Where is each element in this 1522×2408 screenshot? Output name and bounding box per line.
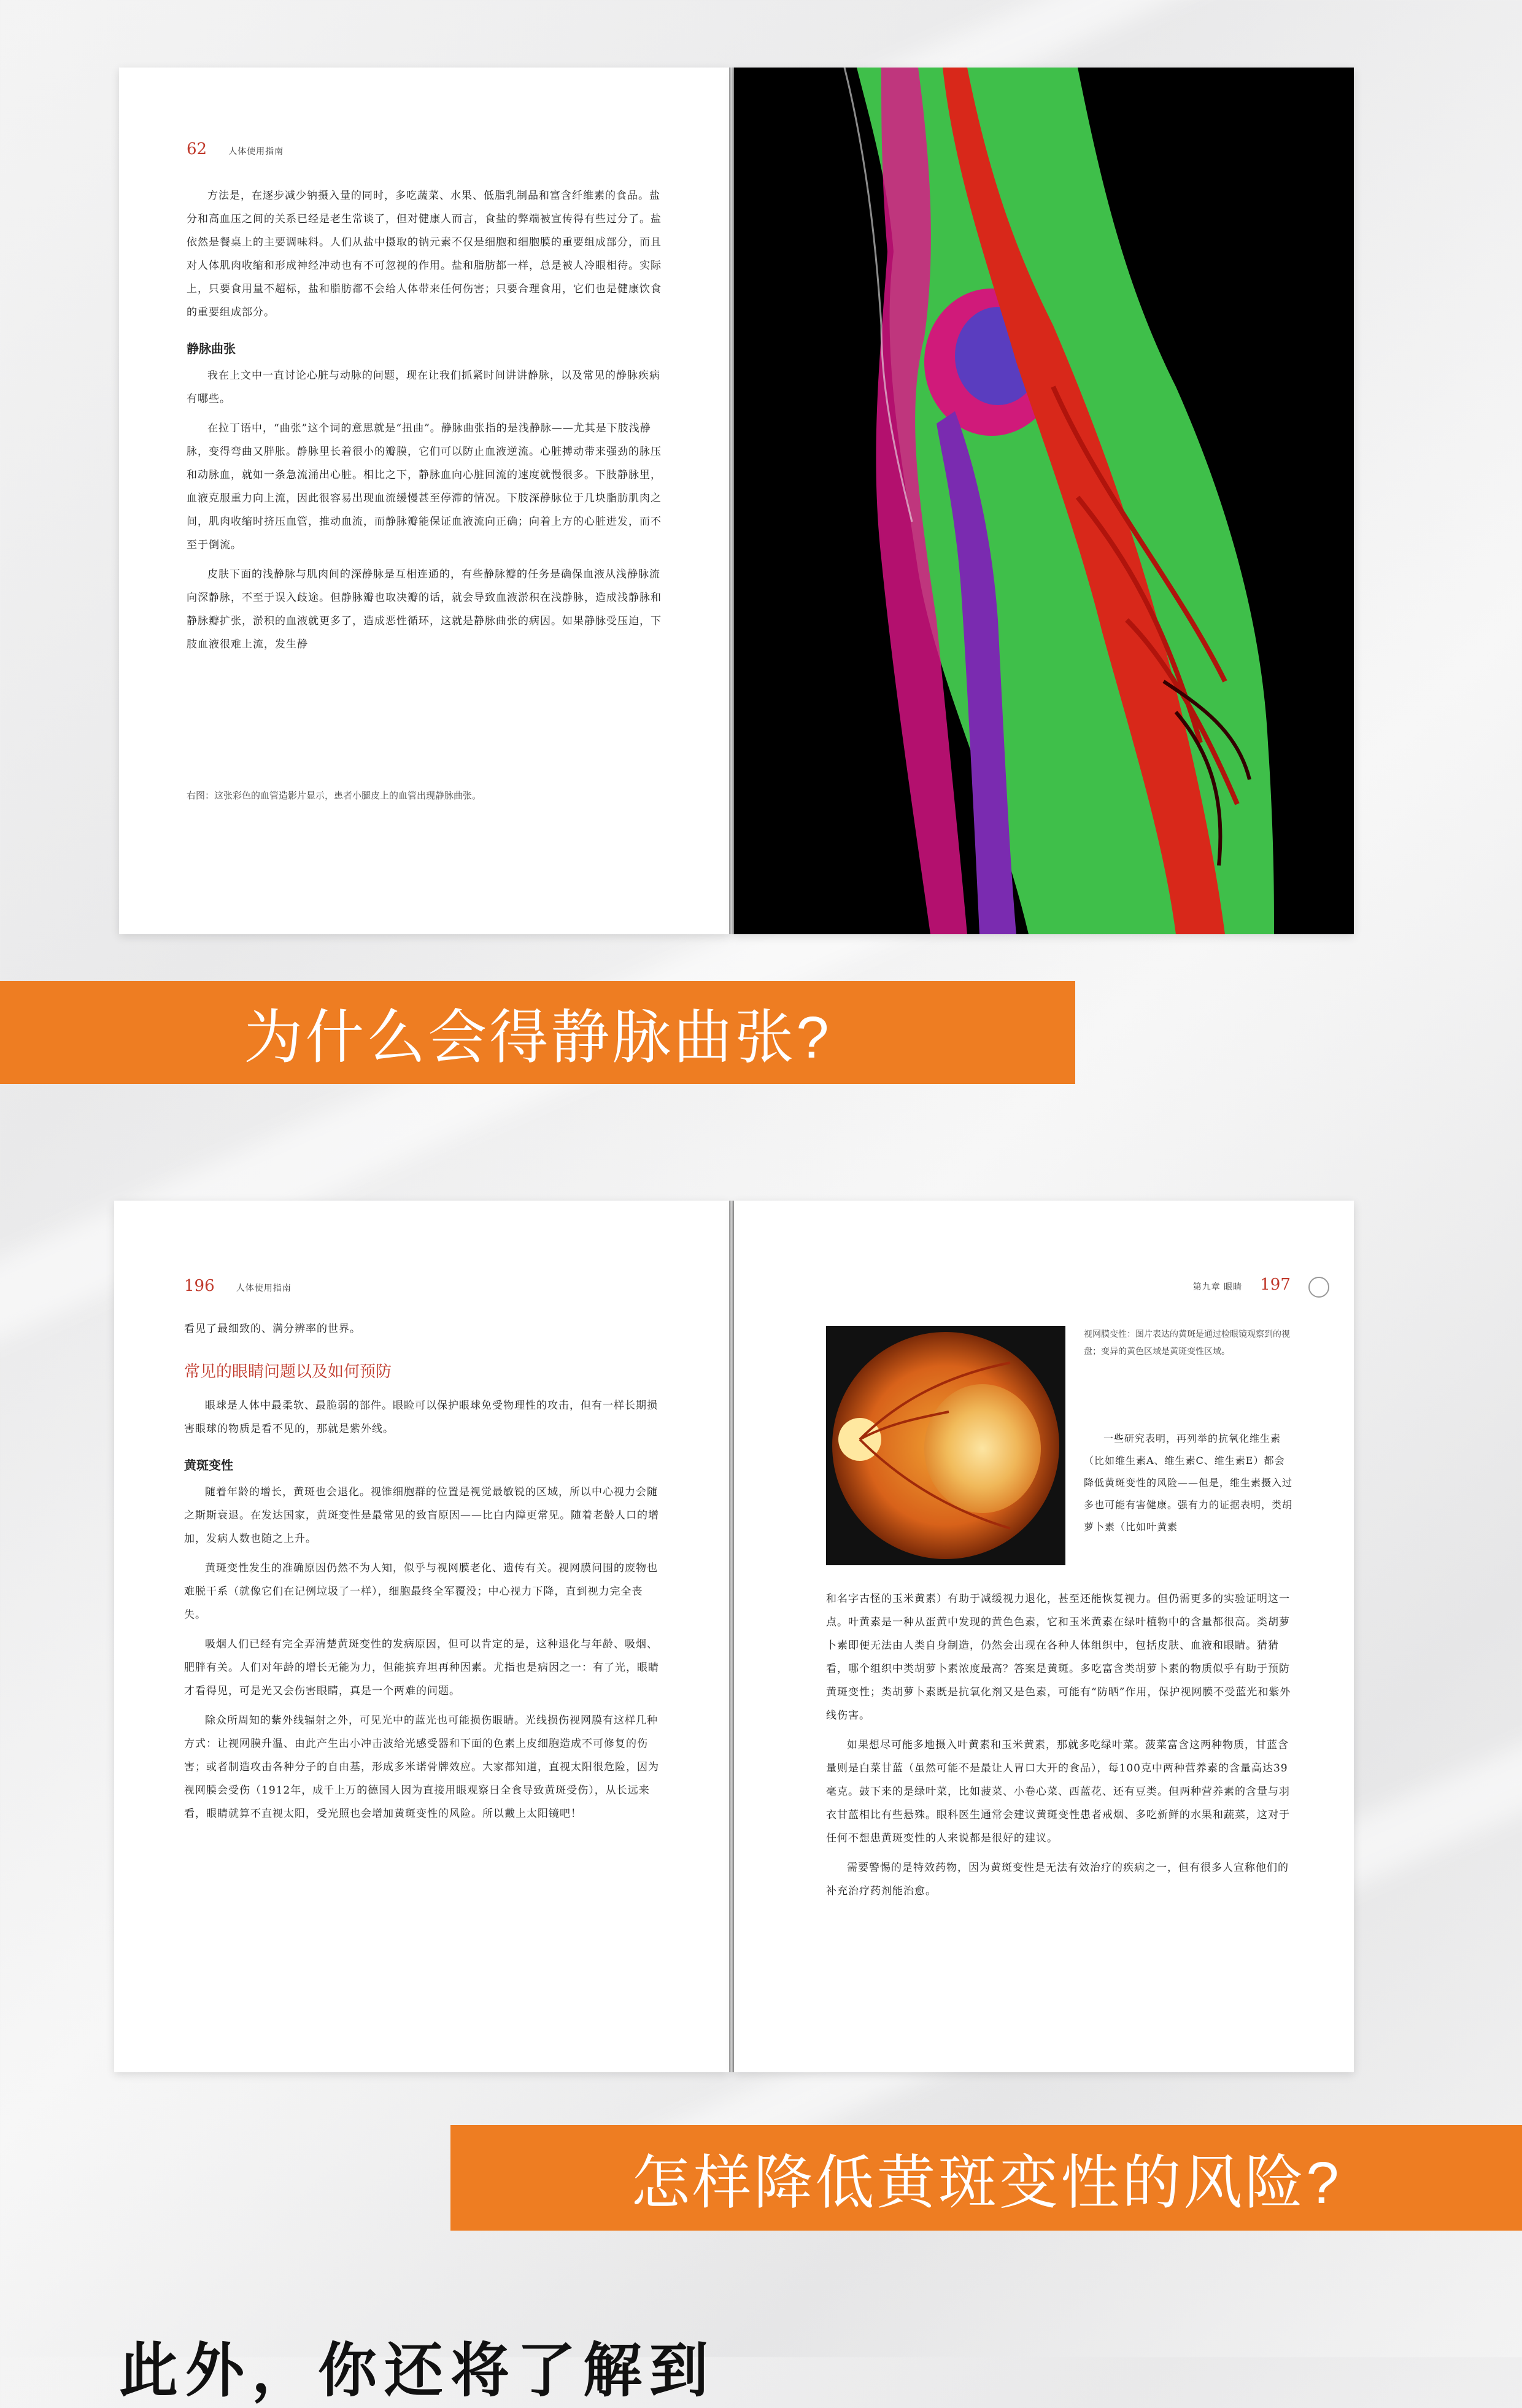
spread1-left-body <box>187 184 665 662</box>
spread2-left-body <box>184 1317 663 1832</box>
running-title: 人体使用指南 <box>236 1283 292 1293</box>
body-paragraph: 随着年龄的增长，黄斑也会退化。视锥细胞群的位置是视觉最敏锐的区域，所以中心视力会随之斯斯衰退。在发达国家，黄斑变性是最常见的致盲原因——比白内障更常见。随着老龄人口的增加，发病人数也随之上升。 <box>184 1486 659 1545</box>
page-number: 196 <box>184 1277 215 1295</box>
spread1-left-header <box>187 140 284 158</box>
body-paragraph: 除众所周知的紫外线辐射之外，可见光中的蓝光也可能损伤眼睛。光线损伤视网膜有这样几种方式：让视网膜升温、由此产生出小冲击波给光感受器和下面的色素上皮细胞造成不可修复的伤害；或者制造攻击各种分子的自由基，形成多米诺骨牌效应。大家都知道，直视太阳很危险，因为视网膜会受伤（1912年，成千上万的德国人因为直接用眼观察日全食导致黄斑受伤），从长远来看，眼睛就算不直视太阳，受光照也会增加黄斑变性的风险。所以戴上太阳镜吧！ <box>184 1714 659 1820</box>
retina-photo <box>826 1326 1065 1565</box>
body-paragraph: 如果想尽可能多地摄入叶黄素和玉米黄素，那就多吃绿叶菜。菠菜富含这两种物质，甘蓝含量则是白菜甘蓝（虽然可能不是最让人胃口大开的食品），每100克中两种营养素的含量高达39毫克。鼓下来的是绿叶菜，比如菠菜、小卷心菜、西蓝花、还有豆类。但两种营养素的含量与羽衣甘蓝相比有些悬殊。眼科医生通常会建议黄斑变性患者戒烟、多吃新鲜的水果和蔬菜，这对于任何不想患黄斑变性的人来说都是很好的建议。 <box>826 1739 1290 1845</box>
figure-caption: 右图：这张彩色的血管造影片显示，患者小腿皮上的血管出现静脉曲张。 <box>187 790 482 801</box>
spread2-right-header <box>1193 1276 1329 1298</box>
subheading-varicose: 静脉曲张 <box>187 341 236 356</box>
intro-line: 看见了最细致的、满分辨率的世界。 <box>184 1323 361 1335</box>
running-title: 人体使用指南 <box>228 147 284 157</box>
angiogram-image <box>734 68 1354 934</box>
body-paragraph: 一些研究表明，再列举的抗氧化维生素（比如维生素A、维生素C、维生素E）都会降低黄斑变性的风险——但是，维生素摄入过多也可能有害健康。强有力的证据表明，类胡萝卜素（比如叶黄素 <box>1084 1433 1293 1533</box>
running-title: 第九章 眼睛 <box>1192 1282 1243 1292</box>
body-paragraph: 黄斑变性发生的准确原因仍然不为人知，似乎与视网膜老化、遗传有关。视网膜问围的废物也难脱干系（就像它们在记例垃圾了一样），细胞最终全军覆没；中心视力下降，直到视力完全丧失。 <box>184 1562 658 1621</box>
footer-heading: 此外，你还将了解到 <box>119 2336 716 2405</box>
subheading-macular: 黄斑变性 <box>184 1458 233 1473</box>
spread2-left-page <box>114 1201 729 2072</box>
body-paragraph: 和名字古怪的玉米黄素）有助于减缓视力退化，甚至还能恢复视力。但仍需更多的实验证明这一点。叶黄素是一种从蛋黄中发现的黄色色素，它和玉米黄素在绿叶植物中的含量都很高。类胡萝卜素即便无法由人类自身制造，仍然会出现在各种人体组织中，包括皮肤、血液和眼睛。猜猜看，哪个组织中类胡萝卜素浓度最高？答案是黄斑。多吃富含类胡萝卜素的物质似乎有助于预防黄斑变性；类胡萝卜素既是抗氧化剂又是色素，可能有“防晒”作用，保护视网膜不受蓝光和紫外线伤害。 <box>826 1593 1291 1722</box>
body-paragraph: 在拉丁语中，“曲张”这个词的意思就是“扭曲”。静脉曲张指的是浅静脉——尤其是下肢浅静脉，变得弯曲又胖胀。静脉里长着很小的瓣膜，它们可以防止血液逆流。心脏搏动带来强劲的脉压和动脉血，就如一条急流涌出心脏。相比之下，静脉血向心脏回流的速度就慢很多。下肢静脉里，血液克服重力向上流，因此很容易出现血流缓慢甚至停滞的情况。下肢深静脉位于几块脂肪肌肉之间，肌肉收缩时挤压血管，推动血流，而静脉瓣能保证血液流向正确；向着上方的心脏进发，而不至于倒流。 <box>187 422 662 551</box>
spread1-left-page <box>119 68 730 934</box>
body-paragraph: 我在上文中一直讨论心脏与动脉的问题，现在让我们抓紧时间讲讲静脉，以及常见的静脉疾病有哪些。 <box>187 370 660 405</box>
section-heading-eye-problems: 常见的眼睛问题以及如何预防 <box>184 1363 392 1381</box>
body-paragraph: 眼球是人体中最柔软、最脆弱的部件。眼睑可以保护眼球免受物理性的攻击，但有一样长期损害眼球的物质是看不见的，那就是紫外线。 <box>184 1400 658 1435</box>
banner-question-macular <box>450 2125 1522 2231</box>
page-number: 197 <box>1260 1276 1291 1294</box>
spread2-left-header <box>184 1277 292 1295</box>
book-spine <box>729 1201 734 2072</box>
body-paragraph: 方法是，在逐步减少钠摄入量的同时，多吃蔬菜、水果、低脂乳制品和富含纤维素的食品。盐分和高血压之间的关系已经是老生常谈了，但对健康人而言，食盐的弊端被宣传得有些过分了。盐依然是餐桌上的主要调味料。人们从盐中摄取的钠元素不仅是细胞和细胞膜的重要组成部分，而且对人体肌肉收缩和形成神经冲动也有不可忽视的作用。盐和脂肪都一样，总是被人冷眼相待。实际上，只要食用量不超标，盐和脂肪都不会给人体带来任何伤害；只要合理食用，它们也是健康饮食的重要组成部分。 <box>187 190 662 319</box>
banner-question-varicose <box>0 981 1075 1084</box>
figure-caption: 视网膜变性：图片表达的黄斑是通过检眼镜观察到的视盘；变异的黄色区域是黄斑变性区域。 <box>1084 1330 1290 1357</box>
retina-image <box>826 1326 1065 1565</box>
book-spine <box>729 68 734 934</box>
body-paragraph: 皮肤下面的浅静脉与肌肉间的深静脉是互相连通的，有些静脉瓣的任务是确保血液从浅静脉流向深静脉，不至于误入歧途。但静脉瓣也取决瓣的话，就会导致血液淤积在浅静脉，造成浅静脉和静脉瓣扩张，淤积的血液就更多了，造成恶性循环，这就是静脉曲张的病因。如果静脉受压迫，下肢血液很难上流，发生静 <box>187 568 662 651</box>
spread2-right-body-short <box>1084 1428 1292 1544</box>
spread2-right-page <box>734 1201 1354 2072</box>
spread1-right-page <box>734 68 1354 934</box>
page-corner-mark <box>1308 1277 1329 1298</box>
body-paragraph: 需要警惕的是特效药物，因为黄斑变性是无法有效治疗的疾病之一，但有很多人宣称他们的补充治疗药剂能治愈。 <box>826 1862 1289 1897</box>
page-number: 62 <box>187 140 207 158</box>
spread2-right-body <box>826 1587 1292 1909</box>
banner-text: 怎样降低黄斑变性的风险? <box>631 2150 1342 2216</box>
banner-text: 为什么会得静脉曲张? <box>244 1004 832 1070</box>
body-paragraph: 吸烟人们已经有完全弄清楚黄斑变性的发病原因，但可以肯定的是，这种退化与年龄、吸烟、肥胖有关。人们对年龄的增长无能为力，但能摈弃坦再种因素。尤指也是病因之一：有了光，眼睛才看得见，可是光又会伤害眼睛，真是一个两难的问题。 <box>184 1638 659 1697</box>
